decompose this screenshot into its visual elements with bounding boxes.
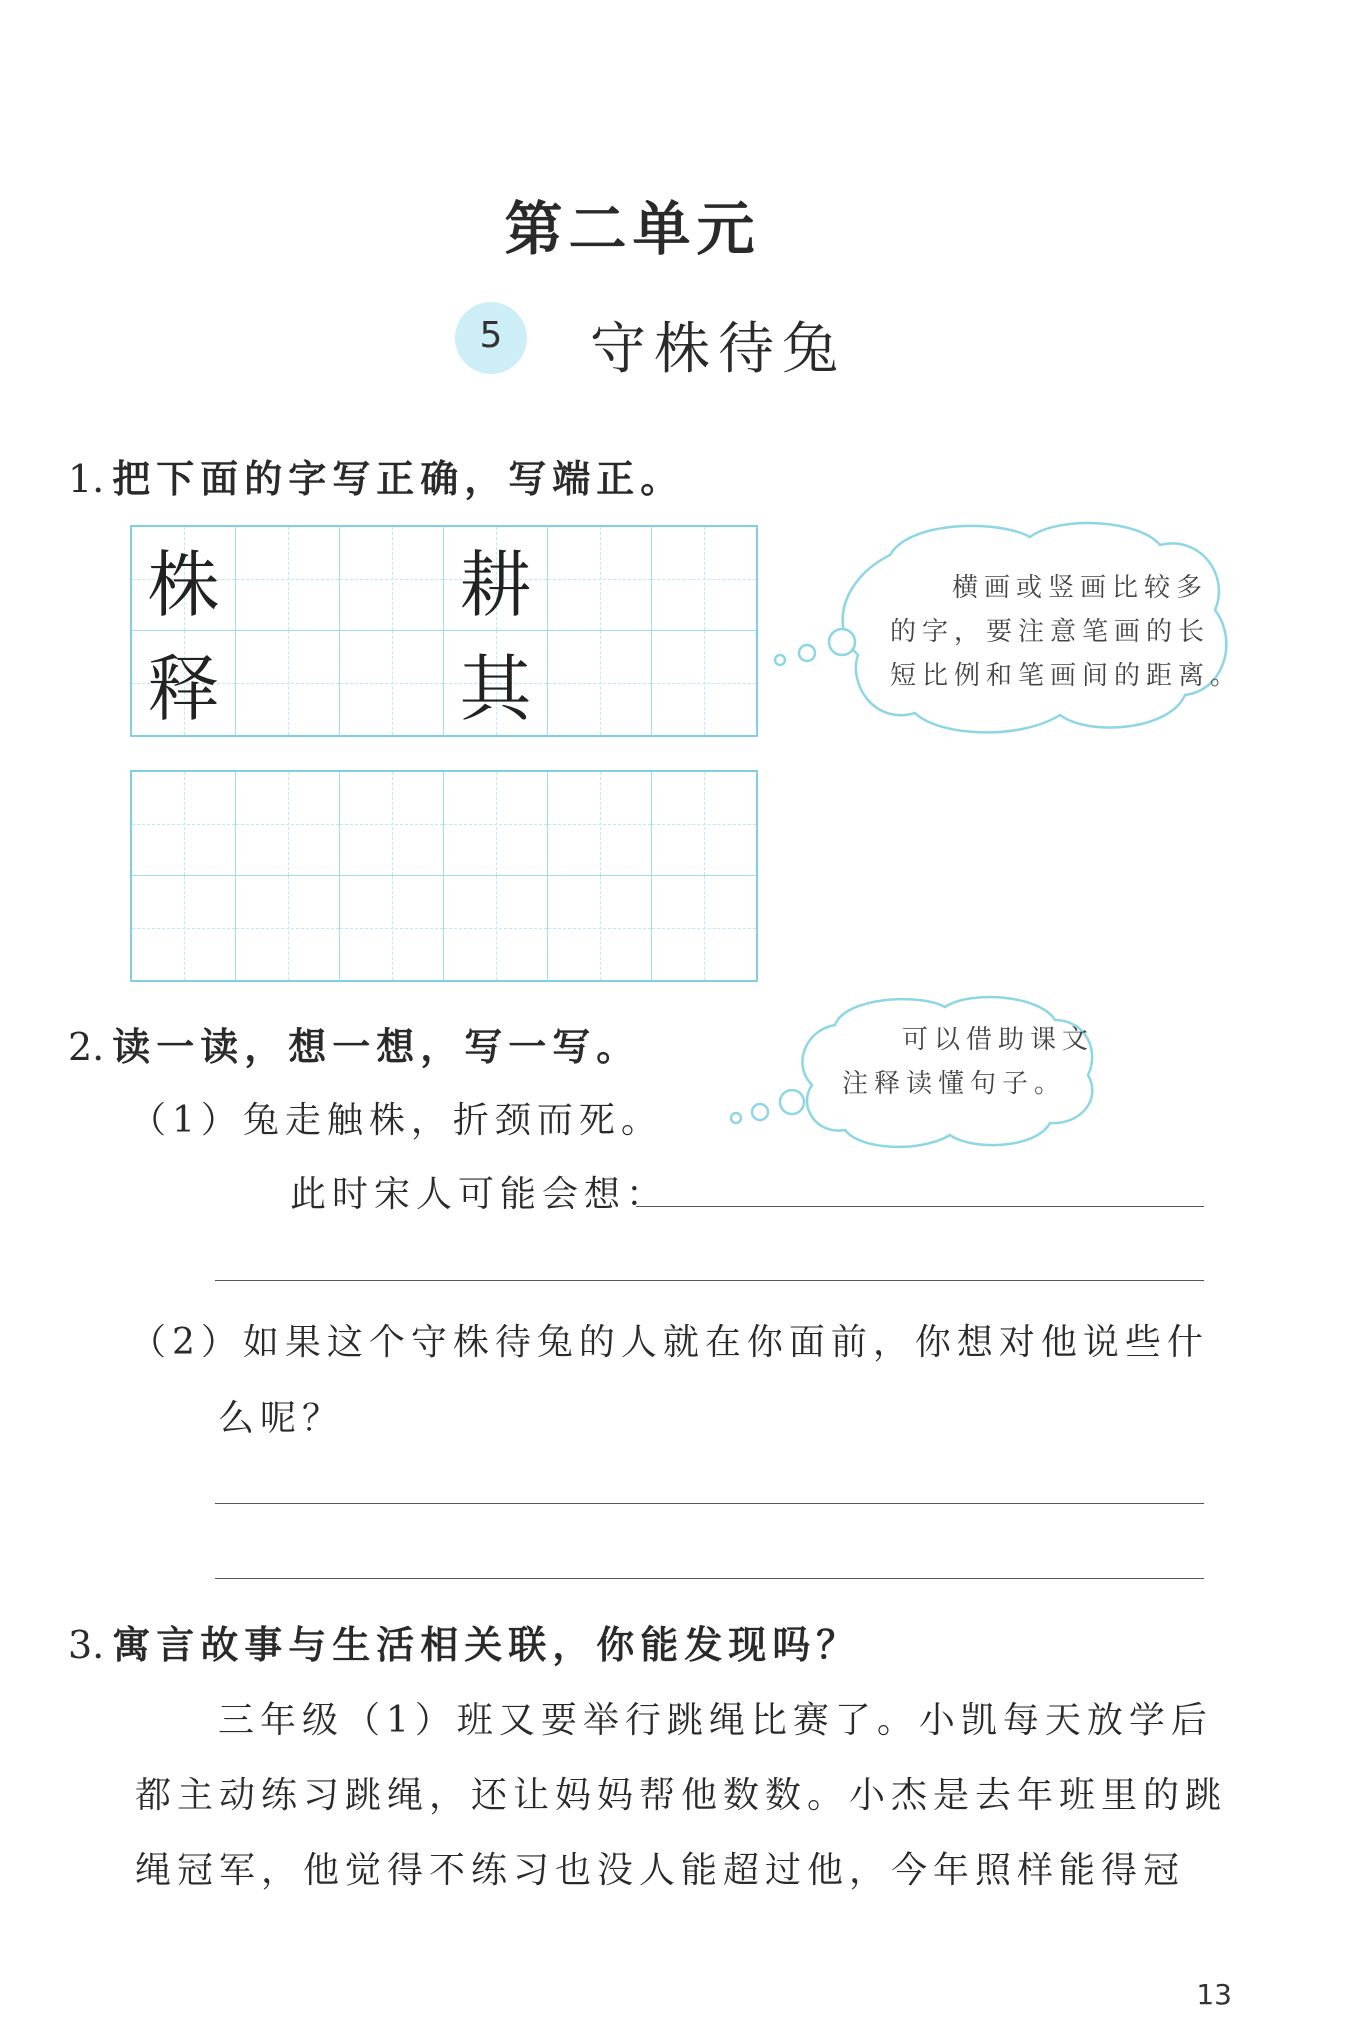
passage-line-3: 绳冠军，他觉得不练习也没人能超过他，今年照样能得冠 — [135, 1850, 1186, 1891]
question-2-number: 2. — [68, 1025, 105, 1069]
tip-2-line-2: 注释读懂句子。 — [842, 1069, 1067, 1099]
question-1-number: 1. — [68, 457, 105, 501]
grid-cell[interactable] — [340, 527, 444, 631]
writing-grid-2 — [130, 770, 758, 982]
tip-1-line-3: 短比例和笔画间的距离。 — [890, 661, 1243, 691]
grid-cell[interactable] — [444, 631, 548, 735]
grid-cell[interactable] — [340, 876, 444, 980]
question-2-heading — [68, 1016, 640, 1071]
grid-cell[interactable] — [132, 876, 236, 980]
sub-question-2-continued: 么呢？ — [218, 1398, 345, 1439]
answer-line-1[interactable] — [636, 1206, 1204, 1207]
grid-cell[interactable] — [132, 527, 236, 631]
grid-cell[interactable] — [652, 527, 756, 631]
tip-1-line-2: 的字，要注意笔画的长 — [890, 617, 1211, 647]
unit-title: 第二单元 — [504, 195, 761, 263]
question-2-prompt: 读一读，想一想，写一写。 — [112, 1024, 641, 1069]
grid-cell[interactable] — [236, 631, 340, 735]
grid-cell[interactable] — [236, 527, 340, 631]
grid-cell[interactable] — [340, 631, 444, 735]
passage-line-1: 三年级（1）班又要举行跳绳比赛了。小凯每天放学后 — [218, 1700, 1213, 1741]
grid-cell[interactable] — [340, 772, 444, 876]
question-3-number: 3. — [68, 1623, 105, 1667]
grid-cell[interactable] — [236, 772, 340, 876]
answer-line-2[interactable] — [215, 1280, 1204, 1281]
question-3-heading — [68, 1614, 860, 1669]
grid-cell[interactable] — [548, 876, 652, 980]
model-char: 耕 — [459, 542, 532, 627]
grid-cell[interactable] — [132, 631, 236, 735]
sub-question-1 — [130, 1092, 663, 1143]
grid-cell[interactable] — [548, 527, 652, 631]
grid-cell[interactable] — [652, 876, 756, 980]
grid-cell[interactable] — [236, 876, 340, 980]
grid-cell[interactable] — [652, 631, 756, 735]
tip-1-line-1: 横画或竖画比较多 — [952, 573, 1209, 603]
sub-question-2-label: （2） — [130, 1322, 243, 1363]
grid-cell[interactable] — [132, 772, 236, 876]
answer-line-4[interactable] — [215, 1578, 1204, 1579]
sub-question-1-ask: 此时宋人可能会想： — [290, 1174, 669, 1215]
question-1-prompt: 把下面的字写正确，写端正。 — [112, 456, 685, 501]
lesson-title: 守株待兔 — [590, 317, 846, 382]
writing-grid-1 — [130, 525, 758, 737]
grid-cell[interactable] — [444, 772, 548, 876]
sub-question-2 — [130, 1314, 1209, 1365]
grid-cell[interactable] — [652, 772, 756, 876]
passage-line-2: 都主动练习跳绳，还让妈妈帮他数数。小杰是去年班里的跳 — [135, 1775, 1228, 1816]
answer-line-3[interactable] — [215, 1503, 1204, 1504]
grid-cell[interactable] — [444, 527, 548, 631]
model-char: 其 — [459, 647, 532, 731]
page-number: 13 — [1196, 1978, 1232, 2011]
tip-2-line-1: 可以借助课文 — [902, 1025, 1095, 1055]
grid-cell[interactable] — [548, 631, 652, 735]
model-char: 释 — [147, 647, 220, 731]
question-3-prompt: 寓言故事与生活相关联，你能发现吗？ — [112, 1622, 861, 1667]
sub-question-1-text: 兔走触株，折颈而死。 — [242, 1100, 663, 1141]
question-1-heading — [68, 448, 684, 503]
sub-question-1-label: （1） — [130, 1100, 243, 1141]
sub-question-2-text: 如果这个守株待兔的人就在你面前，你想对他说些什 — [242, 1322, 1209, 1363]
grid-cell[interactable] — [444, 876, 548, 980]
grid-cell[interactable] — [548, 772, 652, 876]
lesson-number-badge: 5 — [455, 302, 527, 374]
model-char: 株 — [147, 542, 220, 627]
